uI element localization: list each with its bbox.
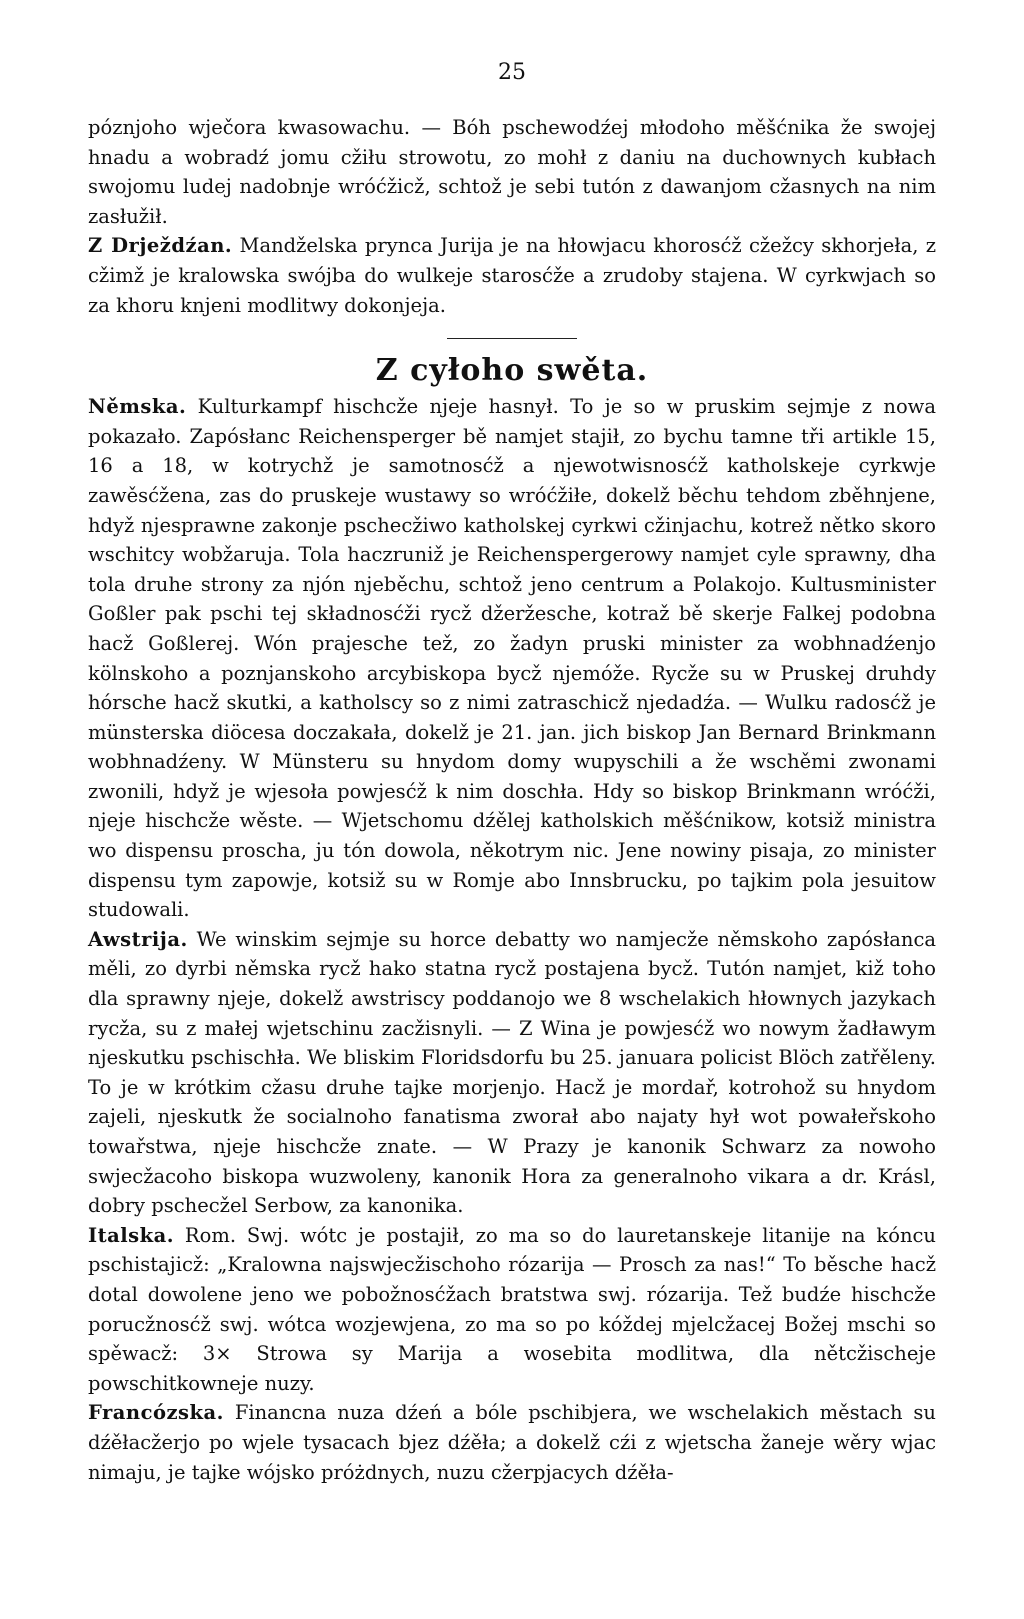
italska-paragraph bbox=[88, 1221, 936, 1399]
document-page bbox=[88, 60, 936, 1600]
awstrija-paragraph bbox=[88, 925, 936, 1221]
francozska-lead: Francózska. bbox=[88, 1401, 224, 1425]
page-number: 25 bbox=[498, 60, 526, 85]
section-divider bbox=[447, 338, 577, 339]
awstrija-lead: Awstrija. bbox=[88, 927, 188, 951]
francozska-text: Financna nuza dźeń a bóle pschibjera, we wschelakich městach su dźěłacžerjo po wjele tysacach bjez dźěła; a dokelž cźi z wjetscha žaneje wěry wjac nimaju, je tajke wójsko próżdnych, nuzu cžerpjacych dźěła- bbox=[88, 1401, 936, 1484]
intro-paragraph bbox=[88, 113, 936, 231]
italska-lead: Italska. bbox=[88, 1223, 175, 1247]
nemska-lead: Němska. bbox=[88, 395, 187, 419]
nemska-paragraph bbox=[88, 392, 936, 925]
section-title: Z cyłoho swěta. bbox=[375, 353, 649, 389]
drezdzan-paragraph bbox=[88, 231, 936, 320]
italska-text: Rom. Swj. wótc je postajił, zo ma so do lauretanskeje litanije na kóncu pschistajicž: „Kralowna najswjecžischoho rózarija — Prosch za nas!“ To běsche hacž dotal dowolene jeno we pobožnosćžach bratstwa swj. rózarija. Tež budźe hischcže porucžnosćž swj. wótca wozjewjena, zo ma so po kóždej mjelcžacej Božej mschi so spěwacž: 3× Strowa sy Marija a wosebita modlitwa, dla nětcžischeje powschitkowneje nuzy. bbox=[88, 1223, 936, 1395]
drezdzan-lead: Z Drježdźan. bbox=[88, 234, 233, 258]
intro-text: póznjoho wječora kwasowachu. — Bóh pschewodźej młodoho měšćnika že swojej hnadu a wobradź jomu cžiłu strowotu, zo mohł z daniu na duchownych kubłach swojomu ludej nadobnje wróćžicž, schtož je sebi tutón z dawanjom cžasnych na nim zasłužił. bbox=[88, 116, 936, 228]
drezdzan-text: Mandželska prynca Jurija je na hłowjacu khorosćž cžežcy skhorjeła, z cžimž je kralowska swójba do wulkeje starosćže a zrudoby stajena. W cyrkwjach so za khoru knjeni modlitwy dokonjeja. bbox=[88, 234, 936, 317]
awstrija-text: We winskim sejmje su horce debatty wo namjecže němskoho zapósłanca měli, zo dyrbi němska rycž hako statna rycž postajena bycž. Tutón namjet, kiž toho dla sprawny njeje, dokelž awstriscy poddanojo we 8 wschelakich hłownych jazykach rycža, su z małej wjetschinu zacžisnyli. — Z Wina je powjesćž wo nowym žadławym njeskutku pschischła. We bliskim Floridsdorfu bu 25. januara policist Blöch zatřěleny. To je w krótkim cžasu druhe tajke morjenjo. Hacž je mordař, kotrohož su hnydom zajeli, njeskutk že socialnoho fanatisma zworał abo najaty hył wot powałeřskoho towařstwa, njeje hischcže znate. — W Prazy je kanonik Schwarz za nowoho swjecžacoho biskopa wuzwoleny, kanonik Hora za generalnoho vikara a dr. Krásl, dobry pschecžel Serbow, za kanonika. bbox=[88, 927, 936, 1218]
nemska-text: Kulturkampf hischcže njeje hasnył. To je so w pruskim sejmje z nowa pokazało. Zapósłanc Reichensperger bě namjet stajił, zo bychu tamne tři artikle 15, 16 a 18, w kotrychž je samotnosćž a njewotwisnosćž katholskeje cyrkwje zawěsćžena, zas do pruskeje wustawy so wróćžiłe, dokelž běchu tehdom zběhnjene, hdyž njesprawne zakonje pschecžiwo katholskej cyrkwi cžinjachu, kotrež nětko skoro wschitcy wobžaruja. Tola haczruniž je Reichenspergerowy namjet cyle sprawny, dha tola druhe strony za njón njeběchu, schtož jeno centrum a Polakojo. Kultusminister Goßler pak pschi tej składnosćži rycž džeržesche, kotraž bě skerje Falkej podobna hacž Goßlerej. Wón prajesche tež, zo žadyn pruski minister za wobhnadźenjo kölnskoho a poznjanskoho arcybiskopa bycž njemóže. Rycže su w Pruskej druhdy hórsche hacž skutki, a katholscy so z nimi zatraschicž njedadźa. — Wulku radosćž je münsterska diöcesa doczakała, dokelž je 21. jan. jich biskop Jan Bernard Brinkmann wobhnadźeny. W Münsteru su hnydom domy wupyschili a že wschěmi zwonami zwonili, hdyž je wjesoła powjesćž k nim doschła. Hdy so biskop Brinkmann wróćži, njeje hischcže wěste. — Wjetschomu dźělej katholskich měšćnikow, kotsiž ministra wo dispensu proscha, ju tón dowola, někotrym nic. Jene nowiny pisaja, zo minister dispensu tym zapowje, kotsiž su w Romje abo Innsbrucku, po tajkim pola jesuitow studowali. bbox=[88, 395, 936, 922]
francozska-paragraph bbox=[88, 1398, 936, 1487]
